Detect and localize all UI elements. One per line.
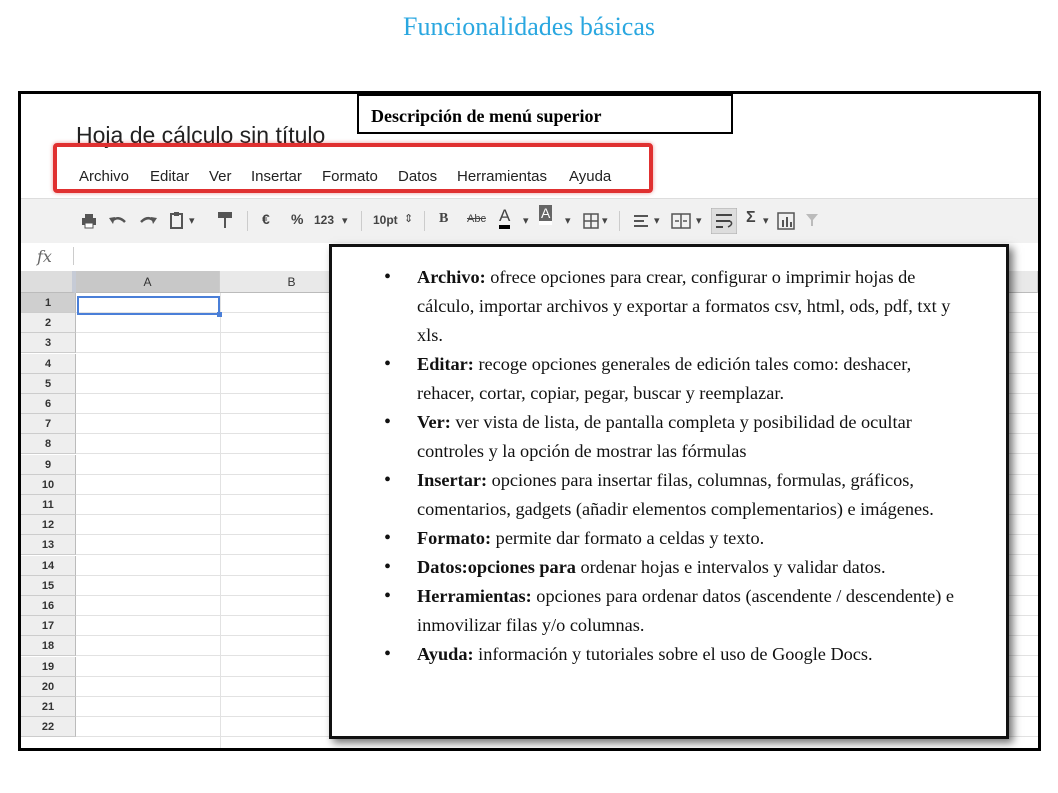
- undo-icon[interactable]: [109, 213, 127, 229]
- menu-ver[interactable]: Ver: [209, 168, 232, 185]
- chevron-down-icon[interactable]: ▾: [523, 215, 529, 227]
- percent-format-button[interactable]: %: [291, 211, 304, 227]
- menu-description-term: Insertar:: [417, 470, 488, 490]
- menu-description-text: permite dar formato a celdas y texto.: [491, 528, 765, 548]
- paste-icon[interactable]: [169, 211, 185, 229]
- printer-icon[interactable]: [81, 213, 97, 229]
- menu-bar-highlight: [53, 143, 653, 193]
- chevron-down-icon[interactable]: ▾: [763, 215, 769, 227]
- row-header[interactable]: 5: [21, 374, 76, 394]
- menu-description-item: [372, 553, 972, 582]
- menu-description-text: opciones para insertar filas, columnas, formulas, gráficos, comentarios, gadgets (añadir elementos complementarios) e imágenes.: [417, 470, 934, 519]
- row-header[interactable]: 8: [21, 434, 76, 454]
- menu-description-term: Formato:: [417, 528, 492, 548]
- row-header[interactable]: 1: [21, 293, 76, 313]
- chevron-down-icon[interactable]: ▾: [565, 215, 571, 227]
- row-header[interactable]: 3: [21, 333, 76, 353]
- currency-format-button[interactable]: €: [262, 211, 270, 227]
- menu-description-term: Datos:opciones para: [417, 557, 576, 577]
- toolbar-divider: [247, 211, 248, 231]
- row-header[interactable]: 12: [21, 515, 76, 535]
- chart-icon[interactable]: [777, 212, 795, 230]
- menu-description-term: Editar:: [417, 354, 474, 374]
- menu-description-item: [372, 524, 972, 553]
- menu-insertar[interactable]: Insertar: [251, 168, 302, 185]
- menu-description-item: [372, 263, 972, 350]
- toolbar-divider: [424, 211, 425, 231]
- paint-format-icon[interactable]: [217, 211, 233, 229]
- row-header[interactable]: 14: [21, 556, 76, 576]
- text-wrap-icon[interactable]: [711, 208, 737, 234]
- menu-description-term: Archivo:: [417, 267, 486, 287]
- row-header[interactable]: 15: [21, 576, 76, 596]
- toolbar-divider: [619, 211, 620, 231]
- strikethrough-button[interactable]: Abc: [467, 213, 486, 225]
- row-header[interactable]: 18: [21, 636, 76, 656]
- menu-description-text: ofrece opciones para crear, configurar o imprimir hojas de cálculo, importar archivos y exportar a formatos csv, html, ods, pdf, txt y xls.: [417, 267, 951, 345]
- number-format-button[interactable]: 123: [314, 213, 335, 227]
- column-header-a[interactable]: A: [76, 271, 220, 293]
- fill-color-button[interactable]: A: [539, 205, 552, 225]
- menu-herramientas[interactable]: Herramientas: [457, 168, 548, 185]
- formula-divider: [73, 247, 74, 265]
- font-size-select[interactable]: 10pt: [373, 213, 398, 227]
- menu-description-text: recoge opciones generales de edición tales como: deshacer, rehacer, cortar, copiar, pegar, buscar y reemplazar.: [417, 354, 912, 403]
- row-header[interactable]: 13: [21, 535, 76, 555]
- chevron-down-icon[interactable]: ▾: [342, 215, 348, 227]
- menu-editar[interactable]: Editar: [150, 168, 190, 185]
- row-header[interactable]: 7: [21, 414, 76, 434]
- menu-archivo[interactable]: Archivo: [79, 168, 130, 185]
- stepper-icon[interactable]: ⇕: [404, 213, 414, 225]
- toolbar-divider: [361, 211, 362, 231]
- grid-line: [220, 293, 221, 748]
- menu-description-term: Ayuda:: [417, 644, 474, 664]
- row-header[interactable]: 20: [21, 677, 76, 697]
- chevron-down-icon[interactable]: ▾: [654, 215, 660, 227]
- borders-icon[interactable]: [583, 213, 599, 229]
- row-header[interactable]: 9: [21, 455, 76, 475]
- chevron-down-icon[interactable]: ▾: [189, 215, 195, 227]
- row-header[interactable]: 10: [21, 475, 76, 495]
- text-color-button[interactable]: A: [499, 207, 510, 229]
- menu-ayuda[interactable]: Ayuda: [569, 168, 612, 185]
- menu-description-item: [372, 582, 972, 640]
- active-cell-a1[interactable]: [77, 296, 220, 315]
- menu-description-text: ver vista de lista, de pantalla completa y posibilidad de ocultar controles y la opción de mostrar las fórmulas: [417, 412, 912, 461]
- row-header[interactable]: 2: [21, 313, 76, 333]
- formula-icon: fx: [37, 247, 52, 266]
- column-header-b[interactable]: B: [220, 271, 364, 293]
- row-header[interactable]: 6: [21, 394, 76, 414]
- align-left-icon[interactable]: [633, 213, 649, 229]
- menu-description-term: Herramientas:: [417, 586, 532, 606]
- bold-button[interactable]: B: [439, 211, 449, 226]
- menu-description-text: información y tutoriales sobre el uso de Google Docs.: [473, 644, 873, 664]
- filter-icon[interactable]: [805, 213, 819, 227]
- menu-formato[interactable]: Formato: [322, 168, 378, 185]
- slide-title: Funcionalidades básicas: [403, 12, 655, 41]
- select-all-corner[interactable]: [21, 271, 76, 293]
- menu-description-label: Descripción de menú superior: [357, 94, 733, 134]
- menu-description-text: ordenar hojas e intervalos y validar datos.: [575, 557, 886, 577]
- menu-description-item: [372, 408, 972, 466]
- row-header[interactable]: 17: [21, 616, 76, 636]
- row-header[interactable]: 16: [21, 596, 76, 616]
- document-title[interactable]: Hoja de cálculo sin título: [76, 122, 326, 148]
- chevron-down-icon[interactable]: ▾: [696, 215, 702, 227]
- row-header[interactable]: 4: [21, 354, 76, 374]
- menu-datos[interactable]: Datos: [398, 168, 438, 185]
- spreadsheet-screenshot: [18, 91, 1041, 751]
- chevron-down-icon[interactable]: ▾: [602, 215, 608, 227]
- menu-description-item: [372, 466, 972, 524]
- menu-description-panel: [329, 244, 1009, 739]
- sum-icon[interactable]: Σ: [746, 209, 756, 226]
- row-header[interactable]: 11: [21, 495, 76, 515]
- row-header[interactable]: 19: [21, 657, 76, 677]
- menu-description-list: [372, 263, 972, 669]
- redo-icon[interactable]: [139, 213, 157, 229]
- menu-description-item: [372, 350, 972, 408]
- merge-cells-icon[interactable]: [671, 213, 691, 229]
- menu-description-item: [372, 640, 972, 669]
- row-header[interactable]: 22: [21, 717, 76, 737]
- menu-description-term: Ver:: [417, 412, 451, 432]
- toolbar: [21, 198, 1038, 244]
- row-header[interactable]: 21: [21, 697, 76, 717]
- menu-description-text: opciones para ordenar datos (ascendente / descendente) e inmovilizar filas y/o columnas.: [417, 586, 955, 635]
